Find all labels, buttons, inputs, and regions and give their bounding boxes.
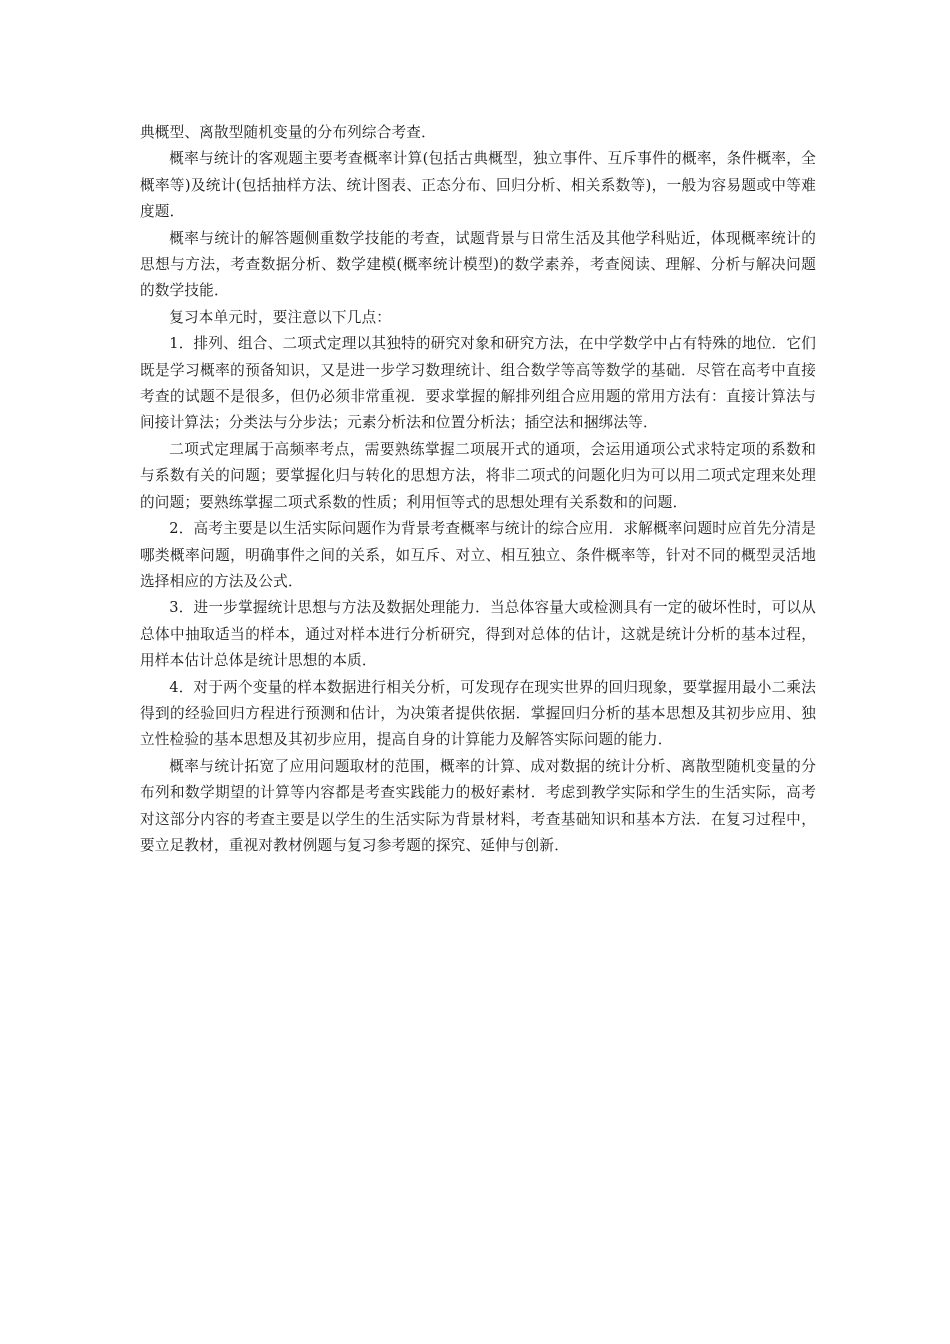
- paragraph-answer-questions: 概率与统计的解答题侧重数学技能的考查，试题背景与日常生活及其他学科贴近，体现概率统计的思想与方法，考查数据分析、数学建模(概率统计模型)的数学素养，考查阅读、理解、分析与解决问题的数学技能．: [140, 229, 816, 300]
- paragraph-point-1: 1．排列、组合、二项式定理以其独特的研究对象和研究方法，在中学数学中占有特殊的地位．它们既是学习概率的预备知识，又是进一步学习数理统计、组合数学等高等数学的基础．尽管在高考中直接考查的试题不是很多，但仍必须非常重视．要求掌握的解排列组合应用题的常用方法有：直接计算法与间接计算法；分类法与分步法；元素分析法和位置分析法；插空法和捆绑法等．: [140, 335, 816, 432]
- document-body: [140, 120, 816, 859]
- paragraph-point-3: 3．进一步掌握统计思想与方法及数据处理能力．当总体容量大或检测具有一定的破坏性时，可以从总体中抽取适当的样本，通过对样本进行分析研究，得到对总体的估计，这就是统计分析的基本过程，用样本估计总体是统计思想的本质．: [140, 599, 816, 670]
- paragraph-objective-questions: 概率与统计的客观题主要考查概率计算(包括古典概型，独立事件、互斥事件的概率，条件概率，全概率等)及统计(包括抽样方法、统计图表、正态分布、回归分析、相关系数等)，一般为容易题或中等难度题．: [140, 150, 816, 221]
- paragraph-point-4: 4．对于两个变量的样本数据进行相关分析，可发现存在现实世界的回归现象，要掌握用最小二乘法得到的经验回归方程进行预测和估计，为决策者提供依据．掌握回归分析的基本思想及其初步应用、独立性检验的基本思想及其初步应用，提高自身的计算能力及解答实际问题的能力．: [140, 678, 816, 749]
- paragraph-binomial-theorem: 二项式定理属于高频率考点，需要熟练掌握二项展开式的通项，会运用通项公式求特定项的系数和与系数有关的问题；要掌握化归与转化的思想方法，将非二项式的问题化归为可以用二项式定理来处理的问题；要熟练掌握二项式系数的性质；利用恒等式的思想处理有关系数和的问题．: [140, 440, 816, 511]
- paragraph-review-intro: 复习本单元时，要注意以下几点：: [169, 308, 392, 326]
- paragraph-point-2: 2．高考主要是以生活实际问题作为背景考查概率与统计的综合应用．求解概率问题时应首先分清是哪类概率问题，明确事件之间的关系，如互斥、对立、相互独立、条件概率等，针对不同的概型灵活地选择相应的方法及公式．: [140, 520, 816, 590]
- paragraph-conclusion: 概率与统计拓宽了应用问题取材的范围，概率的计算、成对数据的统计分析、离散型随机变量的分布列和数学期望的计算等内容都是考查实践能力的极好素材．考虑到教学实际和学生的生活实际，高考对这部分内容的考查主要是以学生的生活实际为背景材料，考查基础知识和基本方法．在复习过程中，要立足教材，重视对教材例题与复习参考题的探究、延伸与创新．: [140, 757, 816, 854]
- paragraph-continuation: 典概型、离散型随机变量的分布列综合考查．: [140, 124, 436, 141]
